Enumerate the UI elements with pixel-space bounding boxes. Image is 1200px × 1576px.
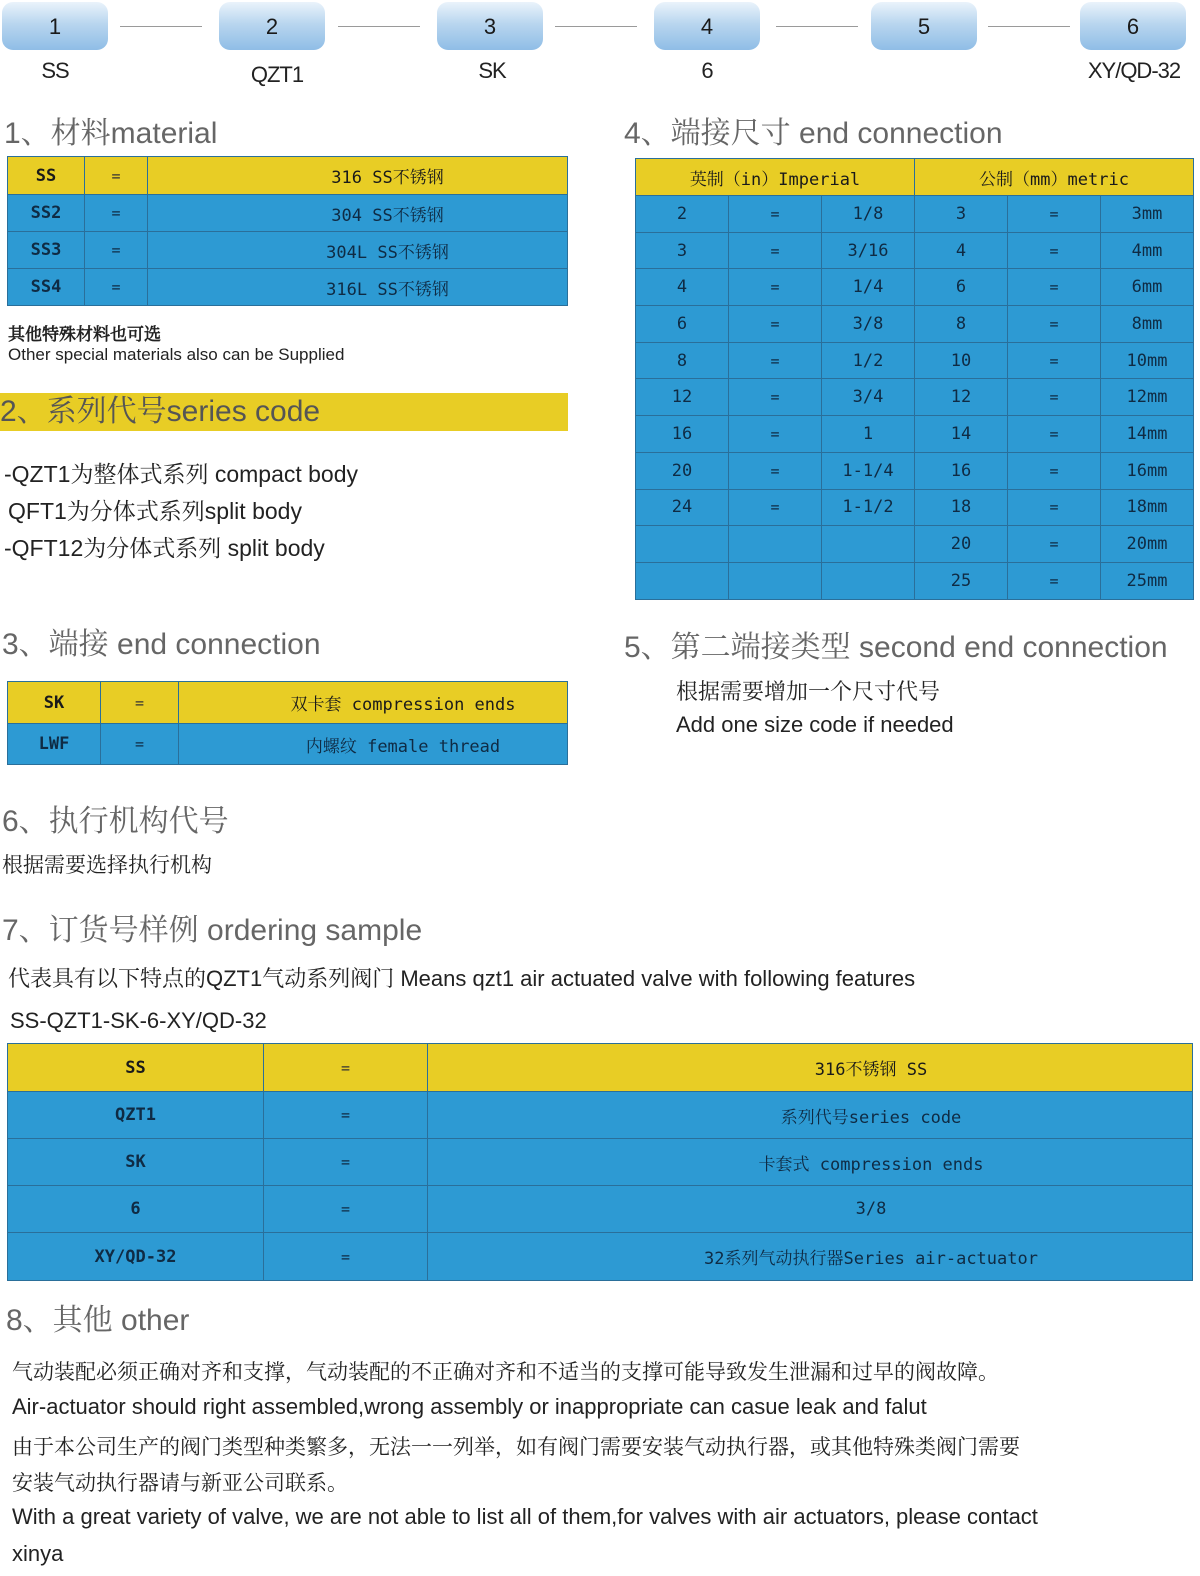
step-3-box: 3 [437, 2, 543, 50]
metric-code: 6 [915, 269, 1008, 306]
equals-sign: = [729, 379, 822, 416]
step-connector [120, 26, 202, 27]
metric-size: 3mm [1101, 196, 1194, 233]
material-note-en: Other special materials also can be Supplied [8, 345, 345, 364]
equals-sign: = [1008, 452, 1101, 489]
second-end-heading: 5、第二端接类型 second end connection [624, 631, 1168, 664]
ordering-description: 代表具有以下特点的QZT1气动系列阀门 Means qzt1 air actuated valve with following features [8, 966, 916, 991]
metric-size: 25mm [1101, 562, 1194, 599]
metric-code: 25 [915, 562, 1008, 599]
series-line: QFT1为分体式系列split body [8, 498, 302, 524]
metric-size: 14mm [1101, 416, 1194, 453]
step-connector [988, 26, 1070, 27]
material-code: SS2 [8, 195, 85, 232]
other-line: xinya [12, 1541, 64, 1566]
imperial-code [636, 562, 729, 599]
imperial-size: 1 [822, 416, 915, 453]
material-desc: 304L SS不锈钢 [148, 232, 568, 269]
end-connection-table [7, 681, 568, 765]
step-2-box: 2 [219, 2, 325, 50]
table-row [636, 342, 1194, 379]
ordering-desc: 卡套式 compression ends [428, 1139, 1193, 1186]
equals-sign: = [1008, 562, 1101, 599]
table-row [636, 452, 1194, 489]
size-heading: 4、端接尺寸 end connection [624, 117, 1003, 150]
ordering-heading: 7、订货号样例 ordering sample [2, 914, 423, 947]
material-table [7, 156, 568, 306]
equals-sign: = [85, 232, 148, 269]
actuator-heading: 6、执行机构代号 [2, 805, 229, 838]
ordering-code: XY/QD-32 [8, 1233, 264, 1281]
equals-sign: = [1008, 379, 1101, 416]
ordering-code: SK [8, 1139, 264, 1186]
ordering-sample-code: SS-QZT1-SK-6-XY/QD-32 [10, 1008, 267, 1033]
end-desc: 内螺纹 female thread [179, 724, 568, 765]
actuator-line: 根据需要选择执行机构 [2, 854, 212, 877]
metric-code: 16 [915, 452, 1008, 489]
metric-size: 6mm [1101, 269, 1194, 306]
equals-sign: = [729, 269, 822, 306]
imperial-code: 2 [636, 196, 729, 233]
equals-sign: = [264, 1092, 428, 1139]
step-connector [555, 26, 637, 27]
table-row [8, 1186, 1193, 1233]
table-row [8, 232, 568, 269]
equals-sign: = [264, 1139, 428, 1186]
equals-sign: = [729, 306, 822, 343]
table-row [8, 195, 568, 232]
imperial-code [636, 526, 729, 563]
imperial-code: 12 [636, 379, 729, 416]
other-heading: 8、其他 other [6, 1304, 190, 1337]
equals-sign: = [264, 1233, 428, 1281]
table-row [8, 724, 568, 765]
imperial-size: 1/4 [822, 269, 915, 306]
equals-sign: = [729, 489, 822, 526]
step-connector [338, 26, 420, 27]
table-row [636, 306, 1194, 343]
end-code: SK [8, 682, 101, 724]
table-row [8, 157, 568, 195]
equals-sign: = [101, 724, 179, 765]
equals-sign: = [1008, 196, 1101, 233]
imperial-size: 1-1/4 [822, 452, 915, 489]
end-desc: 双卡套 compression ends [179, 682, 568, 724]
metric-code: 20 [915, 526, 1008, 563]
ordering-code: 6 [8, 1186, 264, 1233]
equals-sign: = [1008, 232, 1101, 269]
table-row [636, 232, 1194, 269]
imperial-size [822, 526, 915, 563]
metric-size: 10mm [1101, 342, 1194, 379]
end-connection-heading: 3、端接 end connection [2, 628, 321, 661]
step-5-box: 5 [871, 2, 977, 50]
table-header-row [636, 159, 1194, 196]
imperial-code: 6 [636, 306, 729, 343]
ordering-code: SS [8, 1044, 264, 1092]
table-row [8, 1092, 1193, 1139]
material-code: SS3 [8, 232, 85, 269]
ordering-desc: 316不锈钢 SS [428, 1044, 1193, 1092]
equals-sign: = [85, 157, 148, 195]
equals-sign: = [1008, 489, 1101, 526]
table-row [636, 526, 1194, 563]
metric-size: 12mm [1101, 379, 1194, 416]
imperial-size: 1-1/2 [822, 489, 915, 526]
metric-code: 12 [915, 379, 1008, 416]
equals-sign: = [729, 196, 822, 233]
equals-sign [729, 526, 822, 563]
ordering-code: QZT1 [8, 1092, 264, 1139]
metric-header: 公制（mm）metric [915, 159, 1194, 196]
imperial-size: 3/16 [822, 232, 915, 269]
imperial-code: 16 [636, 416, 729, 453]
imperial-header: 英制（in）Imperial [636, 159, 915, 196]
material-code: SS [8, 157, 85, 195]
series-line: -QZT1为整体式系列 compact body [4, 461, 359, 487]
table-row [8, 269, 568, 306]
imperial-size: 3/4 [822, 379, 915, 416]
step-1-code: SS [41, 58, 69, 83]
equals-sign: = [1008, 342, 1101, 379]
ordering-desc: 32系列气动执行器Series air-actuator [428, 1233, 1193, 1281]
imperial-code: 4 [636, 269, 729, 306]
table-row [636, 379, 1194, 416]
other-line: 安装气动执行器请与新亚公司联系。 [12, 1472, 348, 1495]
second-end-line-en: Add one size code if needed [676, 712, 954, 737]
size-table-body [636, 196, 1194, 600]
metric-code: 8 [915, 306, 1008, 343]
size-table [635, 158, 1194, 600]
metric-code: 4 [915, 232, 1008, 269]
imperial-code: 8 [636, 342, 729, 379]
equals-sign: = [1008, 269, 1101, 306]
step-6-box: 6 [1080, 2, 1186, 50]
step-4-code: 6 [701, 58, 713, 83]
metric-code: 18 [915, 489, 1008, 526]
step-connector [776, 26, 858, 27]
other-line: With a great variety of valve, we are not able to list all of them,for valves with air actuators, please contact [12, 1504, 1038, 1529]
material-desc: 304 SS不锈钢 [148, 195, 568, 232]
imperial-size: 1/2 [822, 342, 915, 379]
equals-sign: = [264, 1044, 428, 1092]
equals-sign: = [1008, 526, 1101, 563]
second-end-line-cn: 根据需要增加一个尺寸代号 [676, 679, 941, 704]
metric-size: 18mm [1101, 489, 1194, 526]
table-row [636, 416, 1194, 453]
equals-sign: = [1008, 416, 1101, 453]
step-6-code: XY/QD-32 [1087, 58, 1181, 83]
equals-sign: = [264, 1186, 428, 1233]
material-desc: 316L SS不锈钢 [148, 269, 568, 306]
step-4-box: 4 [654, 2, 760, 50]
imperial-size: 1/8 [822, 196, 915, 233]
equals-sign: = [1008, 306, 1101, 343]
equals-sign: = [85, 195, 148, 232]
equals-sign: = [729, 416, 822, 453]
table-row [8, 1139, 1193, 1186]
material-heading: 1、材料material [4, 117, 218, 150]
imperial-size: 3/8 [822, 306, 915, 343]
ordering-table [7, 1043, 1193, 1281]
imperial-code: 20 [636, 452, 729, 489]
end-code: LWF [8, 724, 101, 765]
other-line: 由于本公司生产的阀门类型种类繁多，无法一一列举，如有阀门需要安装气动执行器，或其他特殊类阀门需要 [12, 1436, 1020, 1459]
metric-code: 14 [915, 416, 1008, 453]
material-desc: 316 SS不锈钢 [148, 157, 568, 195]
equals-sign: = [101, 682, 179, 724]
metric-size: 16mm [1101, 452, 1194, 489]
imperial-code: 24 [636, 489, 729, 526]
step-3-code: SK [478, 58, 506, 83]
other-line: Air-actuator should right assembled,wrong assembly or inappropriate can casue leak and falut [12, 1394, 927, 1419]
table-row [8, 1233, 1193, 1281]
table-row [8, 1044, 1193, 1092]
equals-sign: = [729, 342, 822, 379]
material-code: SS4 [8, 269, 85, 306]
equals-sign: = [729, 452, 822, 489]
equals-sign: = [85, 269, 148, 306]
metric-code: 10 [915, 342, 1008, 379]
table-row [636, 196, 1194, 233]
step-1-box: 1 [2, 2, 108, 50]
table-row [636, 489, 1194, 526]
ordering-desc: 3/8 [428, 1186, 1193, 1233]
metric-code: 3 [915, 196, 1008, 233]
other-line: 气动装配必须正确对齐和支撑，气动装配的不正确对齐和不适当的支撑可能导致发生泄漏和过早的阀故障。 [12, 1361, 999, 1384]
step-2-code: QZT1 [250, 62, 304, 87]
table-row [636, 562, 1194, 599]
series-line: -QFT12为分体式系列 split body [4, 535, 325, 561]
imperial-code: 3 [636, 232, 729, 269]
metric-size: 8mm [1101, 306, 1194, 343]
equals-sign: = [729, 232, 822, 269]
series-heading: 2、系列代号series code [0, 393, 568, 431]
equals-sign [729, 562, 822, 599]
metric-size: 4mm [1101, 232, 1194, 269]
metric-size: 20mm [1101, 526, 1194, 563]
material-note-cn: 其他特殊材料也可选 [8, 325, 161, 344]
imperial-size [822, 562, 915, 599]
ordering-desc: 系列代号series code [428, 1092, 1193, 1139]
table-row [636, 269, 1194, 306]
table-row [8, 682, 568, 724]
